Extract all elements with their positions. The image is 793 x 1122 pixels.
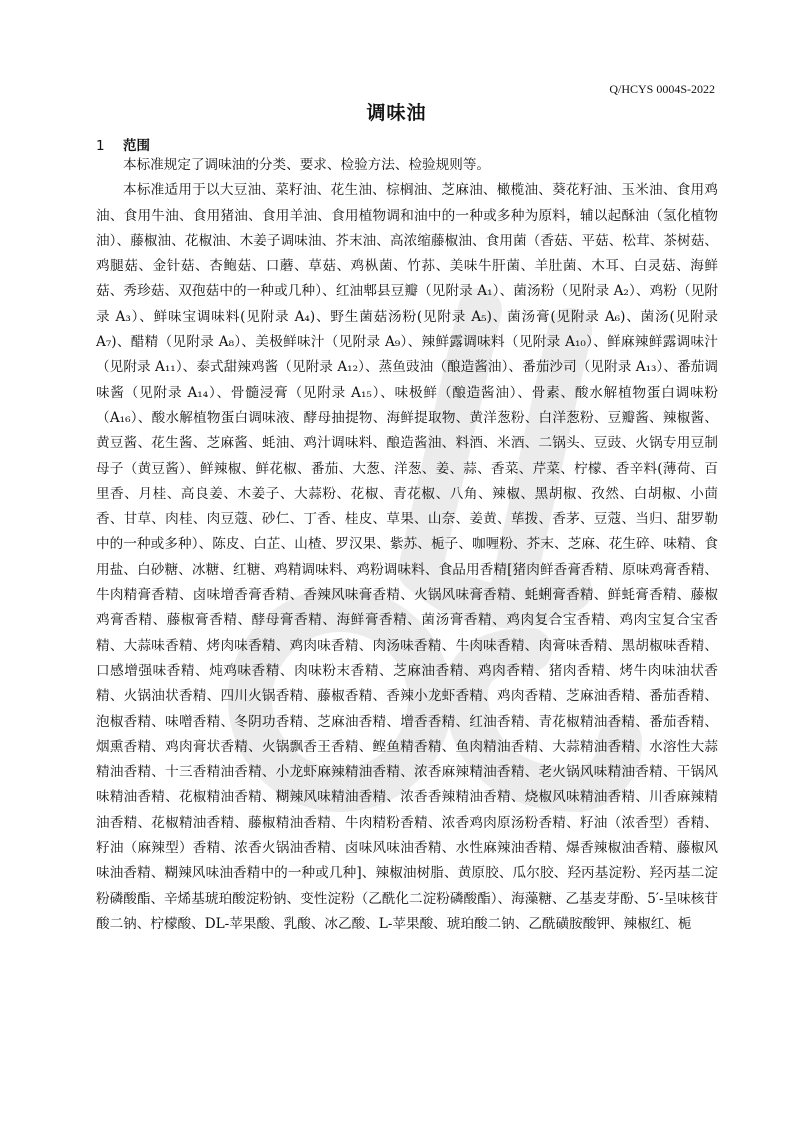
section-title: 范围: [123, 138, 150, 154]
standard-code: Q/HCYS 0004S-2022: [609, 82, 715, 96]
section-body: [96, 153, 718, 937]
page-title: 调味油: [366, 102, 427, 124]
section-number: 1: [96, 138, 105, 154]
scope-paragraph-2: 本标准适用于以大豆油、菜籽油、花生油、棕榈油、芝麻油、橄榄油、葵花籽油、玉米油、食用鸡油、食用牛油、食用猪油、食用羊油、食用植物调和油中的一种或多种为原料，辅以起酥油（氢化植物油）、藤椒油、花椒油、木姜子调味油、芥末油、高浓缩藤椒油、食用菌（香菇、平菇、松茸、茶树菇、鸡腿菇、金针菇、杏鲍菇、口蘑、草菇、鸡枞菌、竹荪、美味牛肝菌、羊肚菌、木耳、白灵菇、海鲜菇、秀珍菇、双孢菇中的一种或几种）、红油郫县豆瓣（见附录 A₁）、菌汤粉（见附录 A₂）、鸡粉（见附录 A₃）、鲜味宝调味料(见附录 A₄)、野生菌菇汤粉(见附录 A₅)、菌汤膏(见附录 A₆)、菌汤(见附录 A₇)、醋精（见附录 A₈）、美极鲜味汁（见附录 A₉）、辣鲜露调味料（见附录 A₁₀）、鲜麻辣鲜露调味汁（见附录 A₁₁）、泰式甜辣鸡酱（见附录 A₁₂）、蒸鱼豉油（酿造酱油）、番茄沙司（见附录 A₁₃）、番茄调味酱（见附录 A₁₄）、骨髓浸膏（见附录 A₁₅）、味极鲜（酿造酱油）、骨素、酸水解植物蛋白调味粉（A₁₆）、酸水解植物蛋白调味液、酵母抽提物、海鲜提取物、黄洋葱粉、白洋葱粉、豆瓣酱、辣椒酱、黄豆酱、花生酱、芝麻酱、蚝油、鸡汁调味料、酿造酱油、料酒、米酒、二锅头、豆豉、火锅专用豆制母子（黄豆酱）、鲜辣椒、鲜花椒、番茄、大葱、洋葱、姜、蒜、香菜、芹菜、柠檬、香辛料(薄荷、百里香、月桂、高良姜、木姜子、大蒜粉、花椒、青花椒、八角、辣椒、黑胡椒、孜然、白胡椒、小茴香、甘草、肉桂、肉豆蔻、砂仁、丁香、桂皮、草果、山奈、姜黄、荜拨、香茅、豆蔻、当归、甜罗勒中的一种或多种）、陈皮、白芷、山楂、罗汉果、紫苏、栀子、咖喱粉、芥末、芝麻、花生碎、味精、食用盐、白砂糖、冰糖、红糖、鸡精调味料、鸡粉调味料、食品用香精[猪肉鲜香膏香精、原味鸡膏香精、牛肉精膏香精、卤味增香膏香精、香辣风味膏香精、火锅风味膏香精、蚝蜊膏香精、鲜蚝膏香精、藤椒鸡膏香精、藤椒膏香精、酵母膏香精、海鲜膏香精、菌汤膏香精、鸡肉复合宝香精、鸡肉宝复合宝香精、大蒜味香精、烤肉味香精、鸡肉味香精、肉汤味香精、牛肉味香精、肉膏味香精、黑胡椒味香精、口感增强味香精、炖鸡味香精、肉味粉末香精、芝麻油香精、鸡肉香精、猪肉香精、烤牛肉味油状香精、火锅油状香精、四川火锅香精、藤椒香精、香辣小龙虾香精、鸡肉香精、芝麻油香精、番茄香精、泡椒香精、味噌香精、冬阴功香精、芝麻油香精、增香香精、红油香精、青花椒精油香精、番茄香精、烟熏香精、鸡肉膏状香精、火锅飘香王香精、鲣鱼精香精、鱼肉精油香精、大蒜精油香精、水溶性大蒜精油香精、十三香精油香精、小龙虾麻辣精油香精、浓香麻辣精油香精、老火锅风味精油香精、干锅风味精油香精、花椒精油香精、糊辣风味精油香精、浓香香辣精油香精、烧椒风味精油香精、川香麻辣精油香精、花椒精油香精、藤椒精油香精、牛肉精粉香精、浓香鸡肉原汤粉香精、籽油（浓香型）香精、籽油（麻辣型）香精、浓香火锅油香精、卤味风味油香精、水性麻辣油香精、爆香辣椒油香精、藤椒风味油香精、糊辣风味油香精中的一种或几种]、辣椒油树脂、黄原胶、瓜尔胶、羟丙基淀粉、羟丙基二淀粉磷酸酯、辛烯基琥珀酸淀粉钠、变性淀粉（乙酰化二淀粉磷酸酯）、海藻糖、乙基麦芽酚、5′-呈味核苷酸二钠、柠檬酸、DL-苹果酸、乳酸、冰乙酸、L-苹果酸、琥珀酸二钠、乙酰磺胺酸钾、辣椒红、栀: [96, 182, 718, 932]
section-heading: [96, 134, 150, 154]
scope-paragraph-1: 本标准规定了调味油的分类、要求、检验方法、检验规则等。: [123, 157, 491, 173]
